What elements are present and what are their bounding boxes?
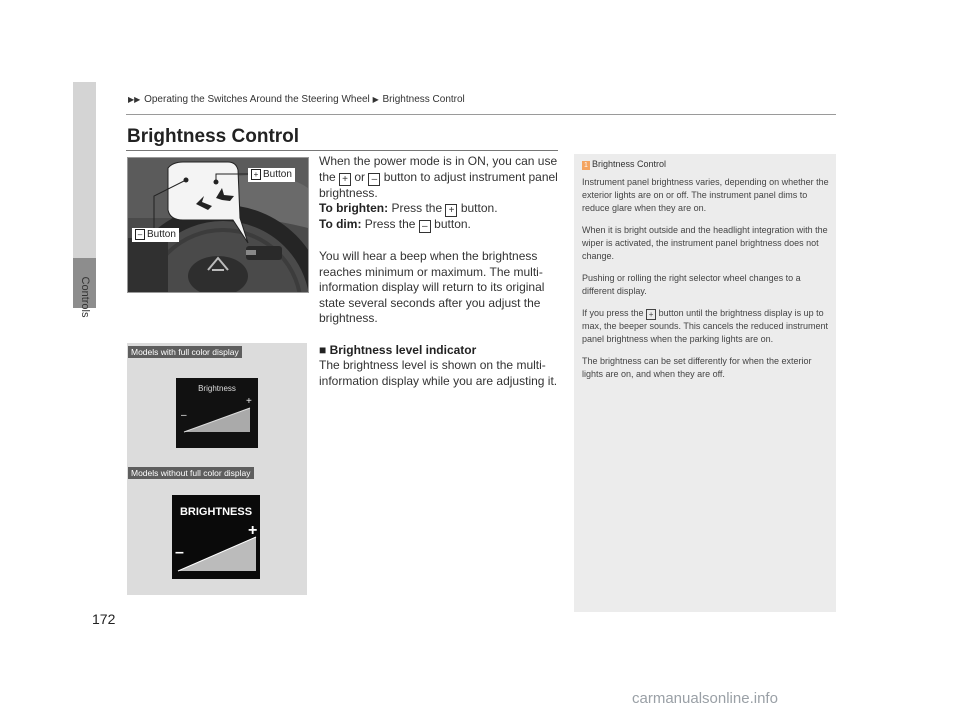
steering-wheel-photo (127, 157, 309, 293)
note-paragraph: Instrument panel brightness varies, depending on whether the exterior lights are on or off. The instrument panel dims to reduce glare when they are on. (582, 177, 829, 213)
brighten-label: To brighten: (319, 201, 389, 215)
body-text (319, 154, 564, 389)
intro-paragraph (319, 154, 564, 201)
note-title (582, 159, 666, 170)
beep-paragraph: You will hear a beep when the brightness reaches minimum or maximum. The multi-information display will return to its original state several seconds after you adjust the brightness. (319, 249, 545, 325)
plus-key-icon: + (251, 169, 261, 180)
breadcrumb-arrow-icon: ▶▶ (128, 95, 141, 104)
minus-button-callout (132, 228, 179, 242)
minus-key-icon: – (135, 229, 145, 240)
minus-key-icon: – (368, 173, 380, 186)
monochrome-plus-sign: + (248, 522, 258, 539)
monochrome-brightness-screen (172, 495, 260, 579)
full-color-plus-sign: + (246, 396, 252, 407)
full-color-minus-sign: – (181, 410, 187, 421)
dim-text-a: Press the (364, 217, 416, 231)
dim-text-b: button. (434, 217, 471, 231)
minus-button-label: Button (147, 229, 176, 240)
full-color-brightness-screen (176, 378, 258, 448)
dim-instruction (319, 217, 564, 233)
brighten-instruction (319, 201, 564, 217)
no-full-color-display-label: Models without full color display (128, 467, 254, 479)
intro-text-b: or (354, 169, 366, 184)
note-text-a: If you press the (582, 308, 644, 318)
note-paragraph (582, 307, 830, 346)
side-tab-label: Controls (79, 276, 91, 318)
plus-button-callout (248, 168, 295, 182)
header-divider (126, 114, 836, 115)
note-ref-icon: 1 (582, 161, 590, 170)
full-color-screen-title: Brightness (198, 384, 236, 393)
note-paragraph: Pushing or rolling the right selector wheel changes to a different display. (582, 273, 801, 296)
note-paragraph: When it is bright outside and the headlight integration with the wiper is activated, the instrument panel brightness does not change. (582, 225, 828, 261)
monochrome-screen-title: BRIGHTNESS (179, 506, 253, 518)
breadcrumb (128, 94, 465, 105)
indicator-heading: ■ Brightness level indicator (319, 342, 477, 357)
display-examples-panel (127, 343, 307, 595)
plus-button-label: Button (263, 169, 292, 180)
monochrome-minus-sign: – (175, 544, 184, 561)
intro-text-a: When the power mode is in ON, you can use the (319, 154, 558, 184)
full-color-display-label: Models with full color display (128, 346, 242, 358)
breadcrumb-arrow-icon: ▶ (372, 95, 379, 104)
page-title: Brightness Control (127, 126, 300, 147)
note-body (582, 176, 830, 390)
brighten-text-b: button. (460, 201, 498, 215)
brighten-text-a: Press the (391, 201, 443, 215)
side-tab (73, 82, 96, 258)
plus-key-icon: + (646, 309, 656, 320)
title-divider (126, 150, 558, 151)
plus-key-icon: + (445, 204, 457, 217)
indicator-paragraph: The brightness level is shown on the multi-information display while you are adjusting it. (319, 358, 558, 388)
dim-label: To dim: (319, 217, 362, 231)
breadcrumb-item-section[interactable]: Operating the Switches Around the Steering Wheel (144, 94, 370, 105)
note-text-b: button until the brightness display is up to max, the beeper sounds. This cancels the reduced instrument panel brightness when the parking lights are on. (582, 308, 828, 344)
page-number: 172 (92, 611, 116, 627)
plus-key-icon: + (339, 173, 351, 186)
note-title-text: Brightness Control (592, 159, 667, 169)
minus-key-icon: – (419, 220, 431, 233)
note-paragraph: The brightness can be set differently for when the exterior lights are on, and when they are off. (582, 356, 812, 379)
watermark: carmanualsonline.info (632, 690, 778, 707)
breadcrumb-item-current[interactable]: Brightness Control (382, 94, 465, 105)
intro-text-c: button to adjust instrument panel brightness. (319, 169, 558, 200)
sidebar-note (574, 154, 836, 612)
